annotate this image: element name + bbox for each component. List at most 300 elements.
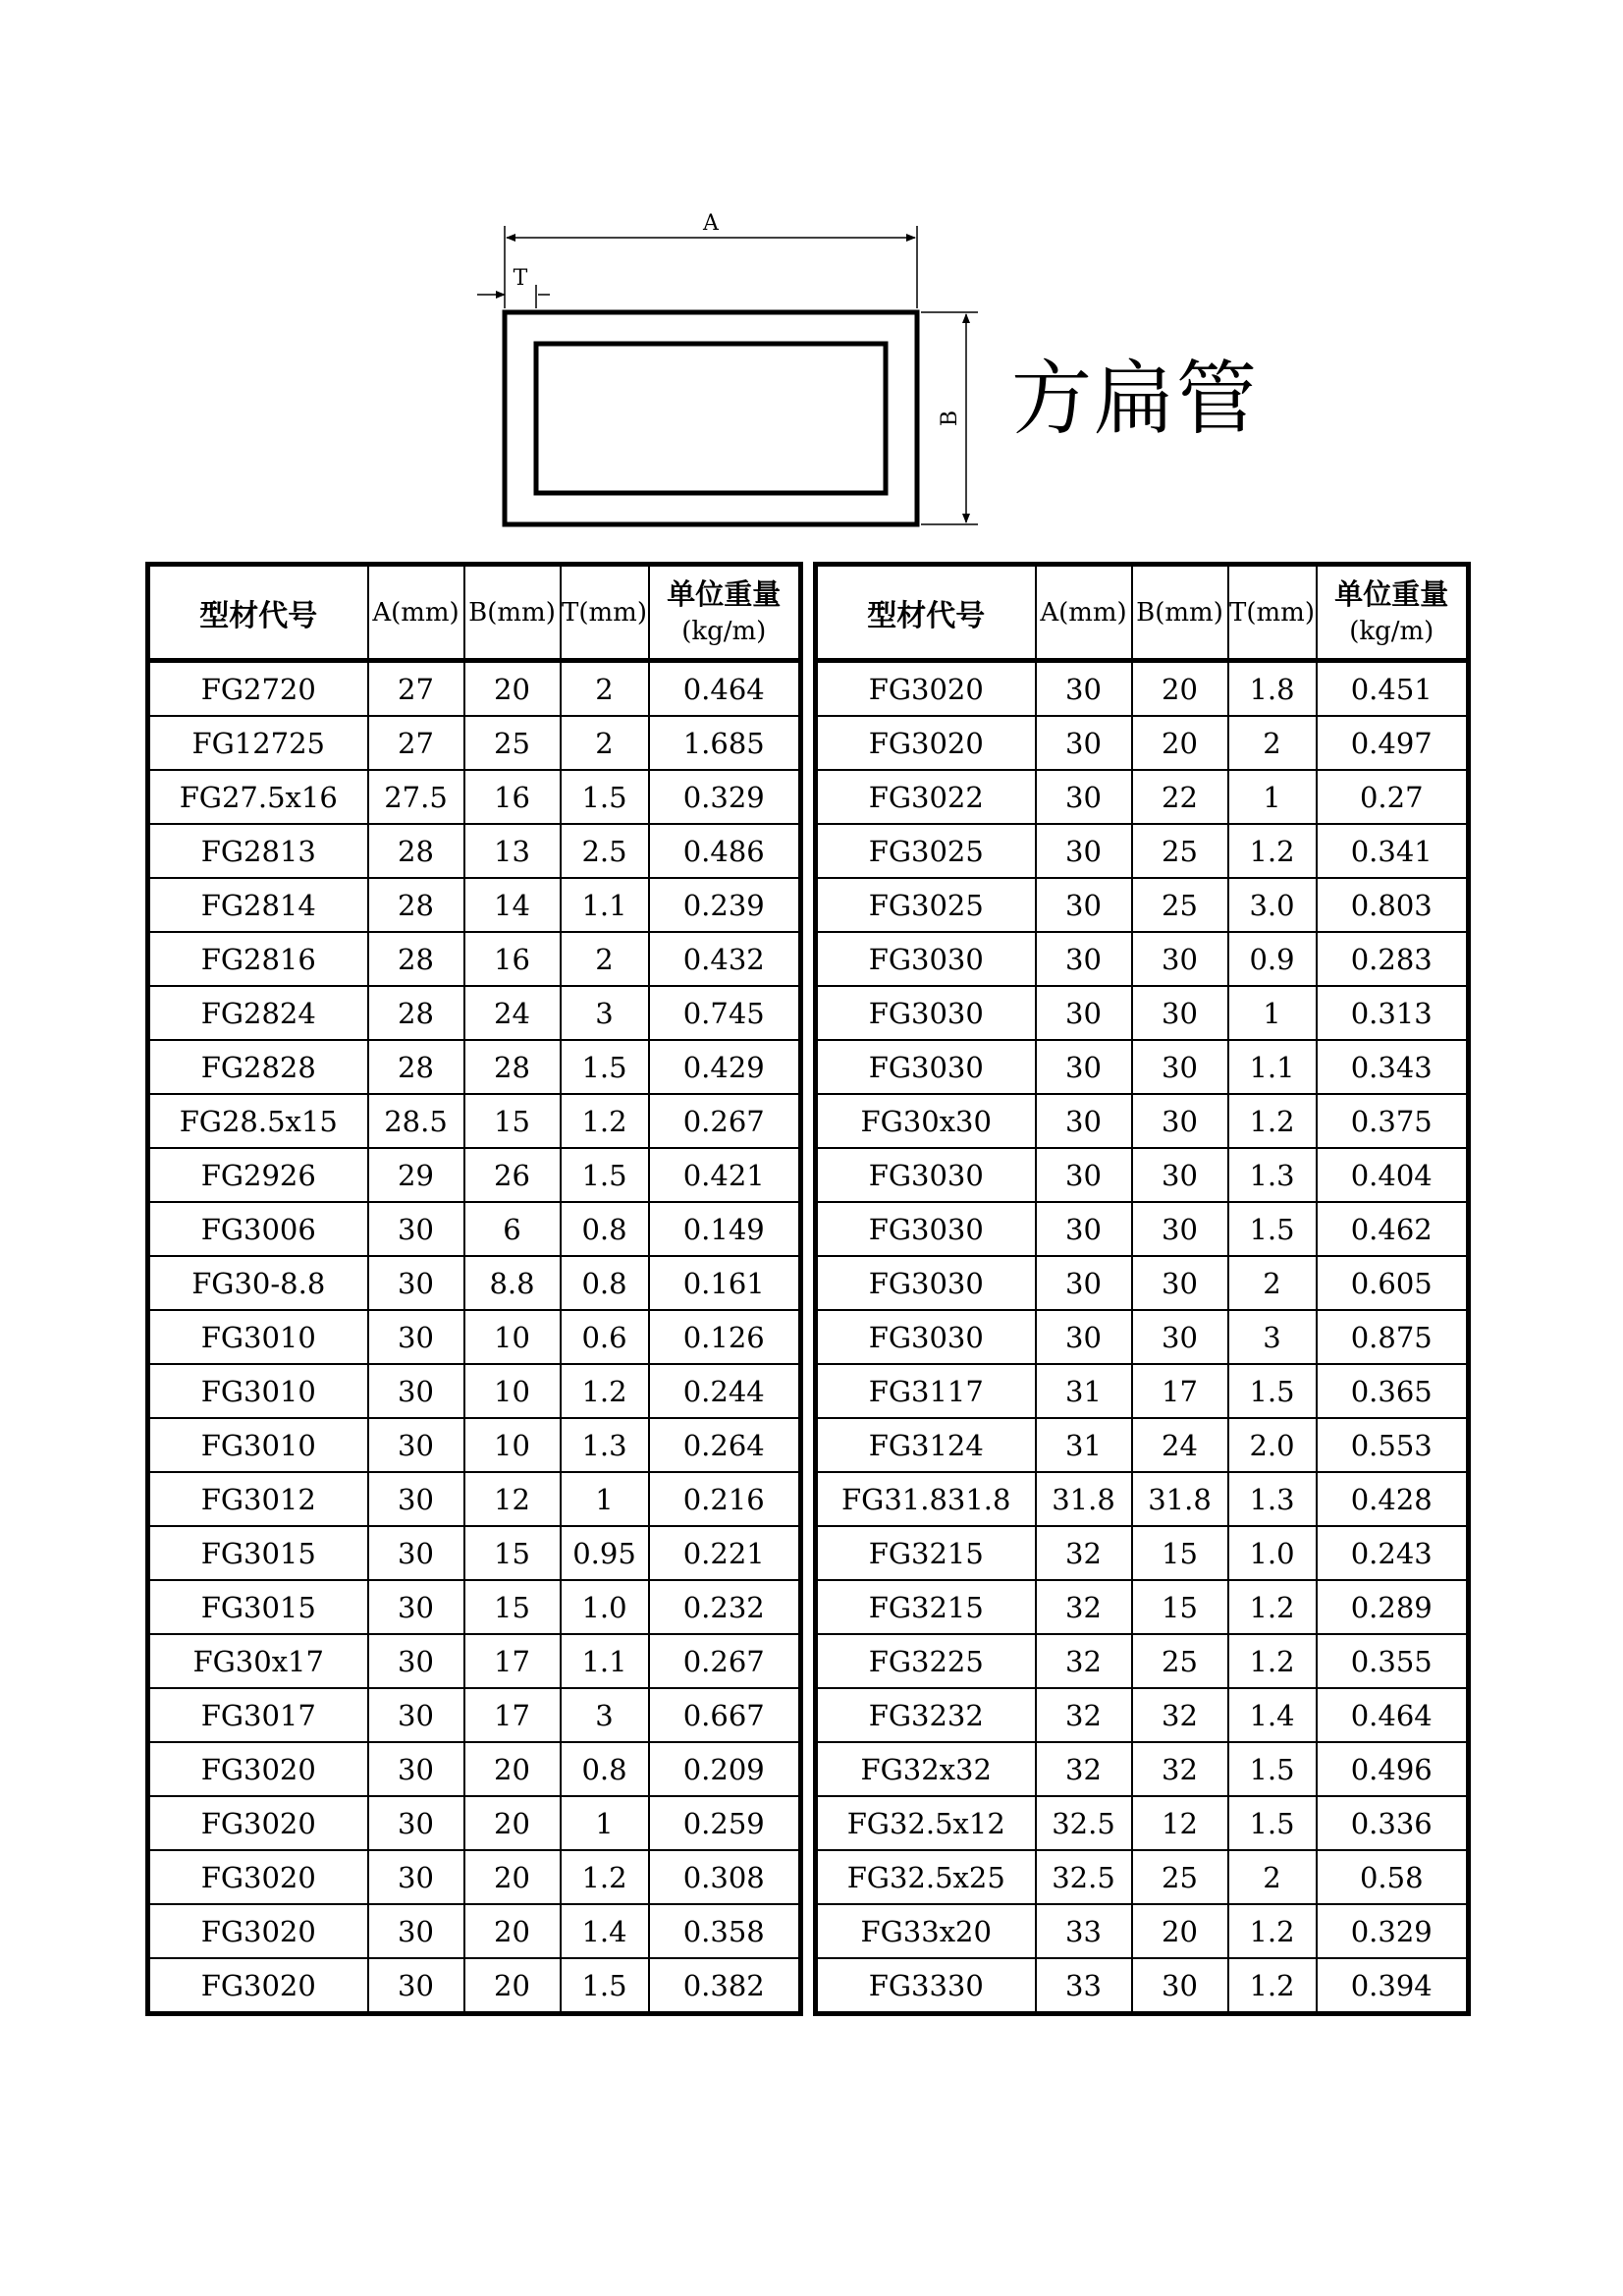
table-row xyxy=(148,1418,801,1472)
cell-weight: 0.355 xyxy=(1317,1634,1469,1688)
table-row xyxy=(148,1202,801,1256)
table-row xyxy=(148,1958,801,2014)
cell-a: 28 xyxy=(368,878,464,932)
cell-weight: 0.343 xyxy=(1317,1040,1469,1094)
cell-b: 20 xyxy=(1132,1904,1228,1958)
cell-code: FG3215 xyxy=(816,1580,1036,1634)
cell-b: 12 xyxy=(464,1472,561,1526)
cell-a: 30 xyxy=(1036,932,1132,986)
cell-t: 3 xyxy=(561,1688,649,1742)
cell-weight: 0.497 xyxy=(1317,716,1469,770)
cell-weight: 0.267 xyxy=(649,1094,801,1148)
header-b: B(mm) xyxy=(1132,565,1228,661)
cell-code: FG12725 xyxy=(148,716,368,770)
cell-code: FG30x30 xyxy=(816,1094,1036,1148)
cell-code: FG33x20 xyxy=(816,1904,1036,1958)
cell-weight: 0.232 xyxy=(649,1580,801,1634)
header-weight xyxy=(649,565,801,661)
cell-t: 1.4 xyxy=(1228,1688,1317,1742)
cell-a: 31 xyxy=(1036,1418,1132,1472)
table-row xyxy=(816,1202,1469,1256)
header-row xyxy=(816,565,1469,661)
cell-t: 3 xyxy=(561,986,649,1040)
cell-weight: 0.375 xyxy=(1317,1094,1469,1148)
cell-a: 30 xyxy=(368,1634,464,1688)
cell-a: 30 xyxy=(1036,1202,1132,1256)
cell-t: 1.2 xyxy=(1228,1904,1317,1958)
cell-code: FG28.5x15 xyxy=(148,1094,368,1148)
cell-code: FG3020 xyxy=(148,1904,368,1958)
cell-b: 25 xyxy=(1132,824,1228,878)
cell-code: FG3006 xyxy=(148,1202,368,1256)
cell-t: 1.2 xyxy=(1228,1094,1317,1148)
cell-a: 30 xyxy=(368,1364,464,1418)
header-t: T(mm) xyxy=(1228,565,1317,661)
table-row xyxy=(816,1364,1469,1418)
cell-t: 0.6 xyxy=(561,1310,649,1364)
table-row xyxy=(816,1526,1469,1580)
cell-b: 17 xyxy=(1132,1364,1228,1418)
cell-b: 31.8 xyxy=(1132,1472,1228,1526)
cell-t: 1.2 xyxy=(561,1850,649,1904)
cell-a: 30 xyxy=(368,1688,464,1742)
dim-b-label: B xyxy=(938,410,962,427)
table-row xyxy=(816,661,1469,717)
table-row xyxy=(816,878,1469,932)
header-weight-label: 单位重量 xyxy=(1334,576,1449,611)
table-row xyxy=(148,986,801,1040)
header-weight-label: 单位重量 xyxy=(667,576,782,611)
cell-weight: 0.239 xyxy=(649,878,801,932)
cell-code: FG3020 xyxy=(816,716,1036,770)
cell-weight: 1.685 xyxy=(649,716,801,770)
cell-a: 30 xyxy=(368,1526,464,1580)
cell-weight: 0.313 xyxy=(1317,986,1469,1040)
cell-a: 30 xyxy=(368,1310,464,1364)
cell-code: FG3330 xyxy=(816,1958,1036,2014)
cell-weight: 0.329 xyxy=(1317,1904,1469,1958)
cell-a: 32 xyxy=(1036,1580,1132,1634)
table-row xyxy=(816,1148,1469,1202)
table-row xyxy=(148,1688,801,1742)
cell-t: 1.5 xyxy=(1228,1364,1317,1418)
table-row xyxy=(148,1472,801,1526)
cell-code: FG3015 xyxy=(148,1580,368,1634)
cell-t: 1.2 xyxy=(561,1094,649,1148)
cell-weight: 0.745 xyxy=(649,986,801,1040)
cell-code: FG3010 xyxy=(148,1364,368,1418)
cell-a: 31.8 xyxy=(1036,1472,1132,1526)
cell-code: FG3232 xyxy=(816,1688,1036,1742)
table-row xyxy=(148,716,801,770)
cell-t: 2 xyxy=(1228,716,1317,770)
cell-weight: 0.429 xyxy=(649,1040,801,1094)
table-row xyxy=(816,1958,1469,2014)
header-weight-unit: (kg/m) xyxy=(1349,616,1434,646)
cell-a: 30 xyxy=(368,1418,464,1472)
header-code: 型材代号 xyxy=(148,565,368,661)
table-row xyxy=(148,1526,801,1580)
cell-weight: 0.221 xyxy=(649,1526,801,1580)
cell-t: 2.5 xyxy=(561,824,649,878)
cell-t: 0.8 xyxy=(561,1202,649,1256)
cell-b: 25 xyxy=(1132,1634,1228,1688)
header-weight-unit: (kg/m) xyxy=(681,616,767,646)
cell-code: FG27.5x16 xyxy=(148,770,368,824)
cell-code: FG3020 xyxy=(148,1958,368,2014)
cell-b: 20 xyxy=(464,1958,561,2014)
cell-t: 1.0 xyxy=(561,1580,649,1634)
cell-code: FG2814 xyxy=(148,878,368,932)
header-row xyxy=(148,565,801,661)
cell-a: 30 xyxy=(368,1796,464,1850)
header-a: A(mm) xyxy=(1036,565,1132,661)
table-row xyxy=(816,1580,1469,1634)
cell-a: 30 xyxy=(368,1904,464,1958)
cell-a: 32.5 xyxy=(1036,1850,1132,1904)
cell-a: 30 xyxy=(368,1202,464,1256)
cell-code: FG3117 xyxy=(816,1364,1036,1418)
cell-weight: 0.161 xyxy=(649,1256,801,1310)
cell-code: FG32.5x12 xyxy=(816,1796,1036,1850)
cell-weight: 0.432 xyxy=(649,932,801,986)
cell-b: 30 xyxy=(1132,1040,1228,1094)
cell-code: FG3030 xyxy=(816,1310,1036,1364)
cell-t: 0.8 xyxy=(561,1742,649,1796)
table-row xyxy=(148,1040,801,1094)
cell-a: 28 xyxy=(368,932,464,986)
cell-weight: 0.394 xyxy=(1317,1958,1469,2014)
table-row xyxy=(148,1256,801,1310)
table-row xyxy=(148,1634,801,1688)
cell-code: FG3020 xyxy=(148,1850,368,1904)
table-row xyxy=(816,770,1469,824)
cell-b: 15 xyxy=(1132,1526,1228,1580)
cell-b: 30 xyxy=(1132,1958,1228,2014)
profile-inner-outline xyxy=(536,344,886,493)
cell-code: FG2813 xyxy=(148,824,368,878)
header-b: B(mm) xyxy=(464,565,561,661)
cell-weight: 0.289 xyxy=(1317,1580,1469,1634)
cell-t: 1.5 xyxy=(561,1958,649,2014)
cell-t: 1.5 xyxy=(1228,1796,1317,1850)
table-row xyxy=(148,661,801,717)
cell-code: FG3030 xyxy=(816,1256,1036,1310)
header-t: T(mm) xyxy=(561,565,649,661)
cell-code: FG2824 xyxy=(148,986,368,1040)
cell-t: 1.1 xyxy=(561,878,649,932)
spec-table-left xyxy=(145,562,803,2016)
cell-a: 28 xyxy=(368,1040,464,1094)
cell-b: 6 xyxy=(464,1202,561,1256)
table-body-left xyxy=(148,661,801,2014)
cell-weight: 0.464 xyxy=(649,661,801,717)
spec-table-right xyxy=(813,562,1471,2016)
cell-a: 29 xyxy=(368,1148,464,1202)
cell-b: 17 xyxy=(464,1634,561,1688)
cell-a: 30 xyxy=(1036,661,1132,717)
cell-b: 17 xyxy=(464,1688,561,1742)
cell-t: 3.0 xyxy=(1228,878,1317,932)
table-row xyxy=(148,1148,801,1202)
cell-t: 1 xyxy=(1228,770,1317,824)
cell-weight: 0.216 xyxy=(649,1472,801,1526)
cell-a: 30 xyxy=(368,1742,464,1796)
cell-code: FG3030 xyxy=(816,1040,1036,1094)
cell-weight: 0.382 xyxy=(649,1958,801,2014)
cell-a: 27.5 xyxy=(368,770,464,824)
cell-t: 2 xyxy=(1228,1256,1317,1310)
cell-code: FG3012 xyxy=(148,1472,368,1526)
cell-weight: 0.365 xyxy=(1317,1364,1469,1418)
cell-weight: 0.58 xyxy=(1317,1850,1469,1904)
cell-b: 10 xyxy=(464,1310,561,1364)
cell-code: FG3015 xyxy=(148,1526,368,1580)
cell-weight: 0.803 xyxy=(1317,878,1469,932)
cell-code: FG3215 xyxy=(816,1526,1036,1580)
cell-code: FG3030 xyxy=(816,932,1036,986)
cell-b: 30 xyxy=(1132,1094,1228,1148)
cell-b: 15 xyxy=(464,1094,561,1148)
cell-code: FG3010 xyxy=(148,1310,368,1364)
cell-b: 15 xyxy=(464,1526,561,1580)
table-body-right xyxy=(816,661,1469,2014)
table-row xyxy=(148,932,801,986)
cell-t: 1.0 xyxy=(1228,1526,1317,1580)
cell-weight: 0.259 xyxy=(649,1796,801,1850)
cell-a: 30 xyxy=(368,1850,464,1904)
cell-a: 30 xyxy=(368,1472,464,1526)
cell-b: 20 xyxy=(1132,716,1228,770)
cell-a: 33 xyxy=(1036,1958,1132,2014)
cell-weight: 0.209 xyxy=(649,1742,801,1796)
cell-a: 28 xyxy=(368,824,464,878)
cell-code: FG31.831.8 xyxy=(816,1472,1036,1526)
cell-t: 1.5 xyxy=(561,1148,649,1202)
dim-a-label: A xyxy=(703,211,719,236)
cell-a: 30 xyxy=(1036,770,1132,824)
cell-b: 8.8 xyxy=(464,1256,561,1310)
cell-t: 1.8 xyxy=(1228,661,1317,717)
cell-code: FG3020 xyxy=(148,1796,368,1850)
table-row xyxy=(148,1904,801,1958)
table-row xyxy=(148,824,801,878)
cell-weight: 0.283 xyxy=(1317,932,1469,986)
cell-b: 20 xyxy=(464,1850,561,1904)
cell-code: FG3225 xyxy=(816,1634,1036,1688)
cell-weight: 0.308 xyxy=(649,1850,801,1904)
dim-t-label: T xyxy=(513,266,528,291)
cell-code: FG32x32 xyxy=(816,1742,1036,1796)
cell-weight: 0.404 xyxy=(1317,1148,1469,1202)
cell-a: 31 xyxy=(1036,1364,1132,1418)
cell-t: 1.3 xyxy=(1228,1472,1317,1526)
table-row xyxy=(816,1040,1469,1094)
cell-weight: 0.451 xyxy=(1317,661,1469,717)
cell-b: 13 xyxy=(464,824,561,878)
cell-t: 1.2 xyxy=(1228,1958,1317,2014)
table-row xyxy=(148,1796,801,1850)
table-row xyxy=(816,1472,1469,1526)
cell-code: FG3030 xyxy=(816,1202,1036,1256)
cell-weight: 0.341 xyxy=(1317,824,1469,878)
cell-t: 1.2 xyxy=(561,1364,649,1418)
table-row xyxy=(816,824,1469,878)
cell-weight: 0.421 xyxy=(649,1148,801,1202)
cell-code: FG3030 xyxy=(816,1148,1036,1202)
cell-t: 2 xyxy=(561,661,649,717)
cell-b: 20 xyxy=(464,661,561,717)
cell-weight: 0.336 xyxy=(1317,1796,1469,1850)
cell-t: 1.2 xyxy=(1228,1634,1317,1688)
table-row xyxy=(148,1580,801,1634)
cell-t: 1.3 xyxy=(561,1418,649,1472)
table-row xyxy=(816,716,1469,770)
cell-b: 26 xyxy=(464,1148,561,1202)
table-row xyxy=(816,1310,1469,1364)
table-row xyxy=(148,770,801,824)
cell-b: 32 xyxy=(1132,1688,1228,1742)
cell-b: 22 xyxy=(1132,770,1228,824)
cell-b: 16 xyxy=(464,770,561,824)
cell-a: 33 xyxy=(1036,1904,1132,1958)
cell-weight: 0.428 xyxy=(1317,1472,1469,1526)
cell-weight: 0.358 xyxy=(649,1904,801,1958)
cell-a: 30 xyxy=(1036,716,1132,770)
cell-weight: 0.462 xyxy=(1317,1202,1469,1256)
cell-a: 32.5 xyxy=(1036,1796,1132,1850)
cell-code: FG2828 xyxy=(148,1040,368,1094)
cell-b: 15 xyxy=(1132,1580,1228,1634)
cell-weight: 0.486 xyxy=(649,824,801,878)
cell-b: 24 xyxy=(464,986,561,1040)
cell-t: 1.5 xyxy=(561,1040,649,1094)
cell-t: 1.1 xyxy=(1228,1040,1317,1094)
cell-b: 20 xyxy=(464,1904,561,1958)
cell-weight: 0.267 xyxy=(649,1634,801,1688)
cell-code: FG2816 xyxy=(148,932,368,986)
cell-t: 0.95 xyxy=(561,1526,649,1580)
cell-code: FG3025 xyxy=(816,824,1036,878)
cell-code: FG3025 xyxy=(816,878,1036,932)
cell-t: 2 xyxy=(561,716,649,770)
cell-a: 27 xyxy=(368,716,464,770)
cell-b: 15 xyxy=(464,1580,561,1634)
cell-t: 2 xyxy=(1228,1850,1317,1904)
cell-weight: 0.126 xyxy=(649,1310,801,1364)
cell-b: 10 xyxy=(464,1418,561,1472)
cell-code: FG3030 xyxy=(816,986,1036,1040)
cell-t: 2.0 xyxy=(1228,1418,1317,1472)
cell-t: 0.9 xyxy=(1228,932,1317,986)
cell-b: 14 xyxy=(464,878,561,932)
table-row xyxy=(816,1742,1469,1796)
cell-weight: 0.27 xyxy=(1317,770,1469,824)
cell-b: 32 xyxy=(1132,1742,1228,1796)
cell-a: 30 xyxy=(1036,824,1132,878)
cell-t: 1.5 xyxy=(561,770,649,824)
cell-a: 30 xyxy=(368,1958,464,2014)
cell-weight: 0.329 xyxy=(649,770,801,824)
cell-code: FG3124 xyxy=(816,1418,1036,1472)
cell-code: FG2926 xyxy=(148,1148,368,1202)
cell-b: 12 xyxy=(1132,1796,1228,1850)
cell-a: 30 xyxy=(1036,878,1132,932)
header-weight xyxy=(1317,565,1469,661)
cell-a: 30 xyxy=(1036,1310,1132,1364)
cell-t: 0.8 xyxy=(561,1256,649,1310)
cell-b: 20 xyxy=(1132,661,1228,717)
cell-b: 24 xyxy=(1132,1418,1228,1472)
cell-code: FG32.5x25 xyxy=(816,1850,1036,1904)
cell-code: FG3017 xyxy=(148,1688,368,1742)
table-row xyxy=(816,1904,1469,1958)
cell-weight: 0.605 xyxy=(1317,1256,1469,1310)
table-row xyxy=(816,1256,1469,1310)
table-row xyxy=(148,1364,801,1418)
table-row xyxy=(148,1742,801,1796)
cell-b: 30 xyxy=(1132,932,1228,986)
cell-t: 3 xyxy=(1228,1310,1317,1364)
cell-weight: 0.264 xyxy=(649,1418,801,1472)
cell-code: FG2720 xyxy=(148,661,368,717)
cell-code: FG3022 xyxy=(816,770,1036,824)
profile-diagram xyxy=(0,0,1623,550)
cell-weight: 0.464 xyxy=(1317,1688,1469,1742)
cell-a: 30 xyxy=(368,1580,464,1634)
cell-a: 30 xyxy=(1036,1094,1132,1148)
cell-a: 30 xyxy=(1036,1148,1132,1202)
cell-a: 32 xyxy=(1036,1526,1132,1580)
table-row xyxy=(148,878,801,932)
cell-code: FG3020 xyxy=(816,661,1036,717)
table-row xyxy=(816,1850,1469,1904)
cell-b: 20 xyxy=(464,1796,561,1850)
table-row xyxy=(816,1688,1469,1742)
cell-weight: 0.243 xyxy=(1317,1526,1469,1580)
cell-weight: 0.496 xyxy=(1317,1742,1469,1796)
cell-a: 27 xyxy=(368,661,464,717)
cell-t: 1.3 xyxy=(1228,1148,1317,1202)
cell-weight: 0.875 xyxy=(1317,1310,1469,1364)
table-row xyxy=(816,1418,1469,1472)
cell-t: 1.1 xyxy=(561,1634,649,1688)
cell-code: FG30x17 xyxy=(148,1634,368,1688)
table-row xyxy=(148,1310,801,1364)
cell-b: 28 xyxy=(464,1040,561,1094)
cell-b: 30 xyxy=(1132,1310,1228,1364)
cell-b: 20 xyxy=(464,1742,561,1796)
cell-b: 30 xyxy=(1132,1148,1228,1202)
cell-t: 1.5 xyxy=(1228,1202,1317,1256)
cell-t: 1 xyxy=(561,1472,649,1526)
profile-title: 方扁管 xyxy=(1011,353,1260,446)
cell-a: 30 xyxy=(1036,1040,1132,1094)
cell-weight: 0.244 xyxy=(649,1364,801,1418)
cell-b: 25 xyxy=(464,716,561,770)
cell-b: 30 xyxy=(1132,1256,1228,1310)
cell-t: 1.2 xyxy=(1228,1580,1317,1634)
cell-b: 10 xyxy=(464,1364,561,1418)
cell-t: 1.5 xyxy=(1228,1742,1317,1796)
cell-a: 32 xyxy=(1036,1742,1132,1796)
cell-a: 28.5 xyxy=(368,1094,464,1148)
cell-a: 32 xyxy=(1036,1688,1132,1742)
cell-code: FG3020 xyxy=(148,1742,368,1796)
table-row xyxy=(148,1850,801,1904)
cell-a: 30 xyxy=(1036,986,1132,1040)
cell-b: 25 xyxy=(1132,1850,1228,1904)
